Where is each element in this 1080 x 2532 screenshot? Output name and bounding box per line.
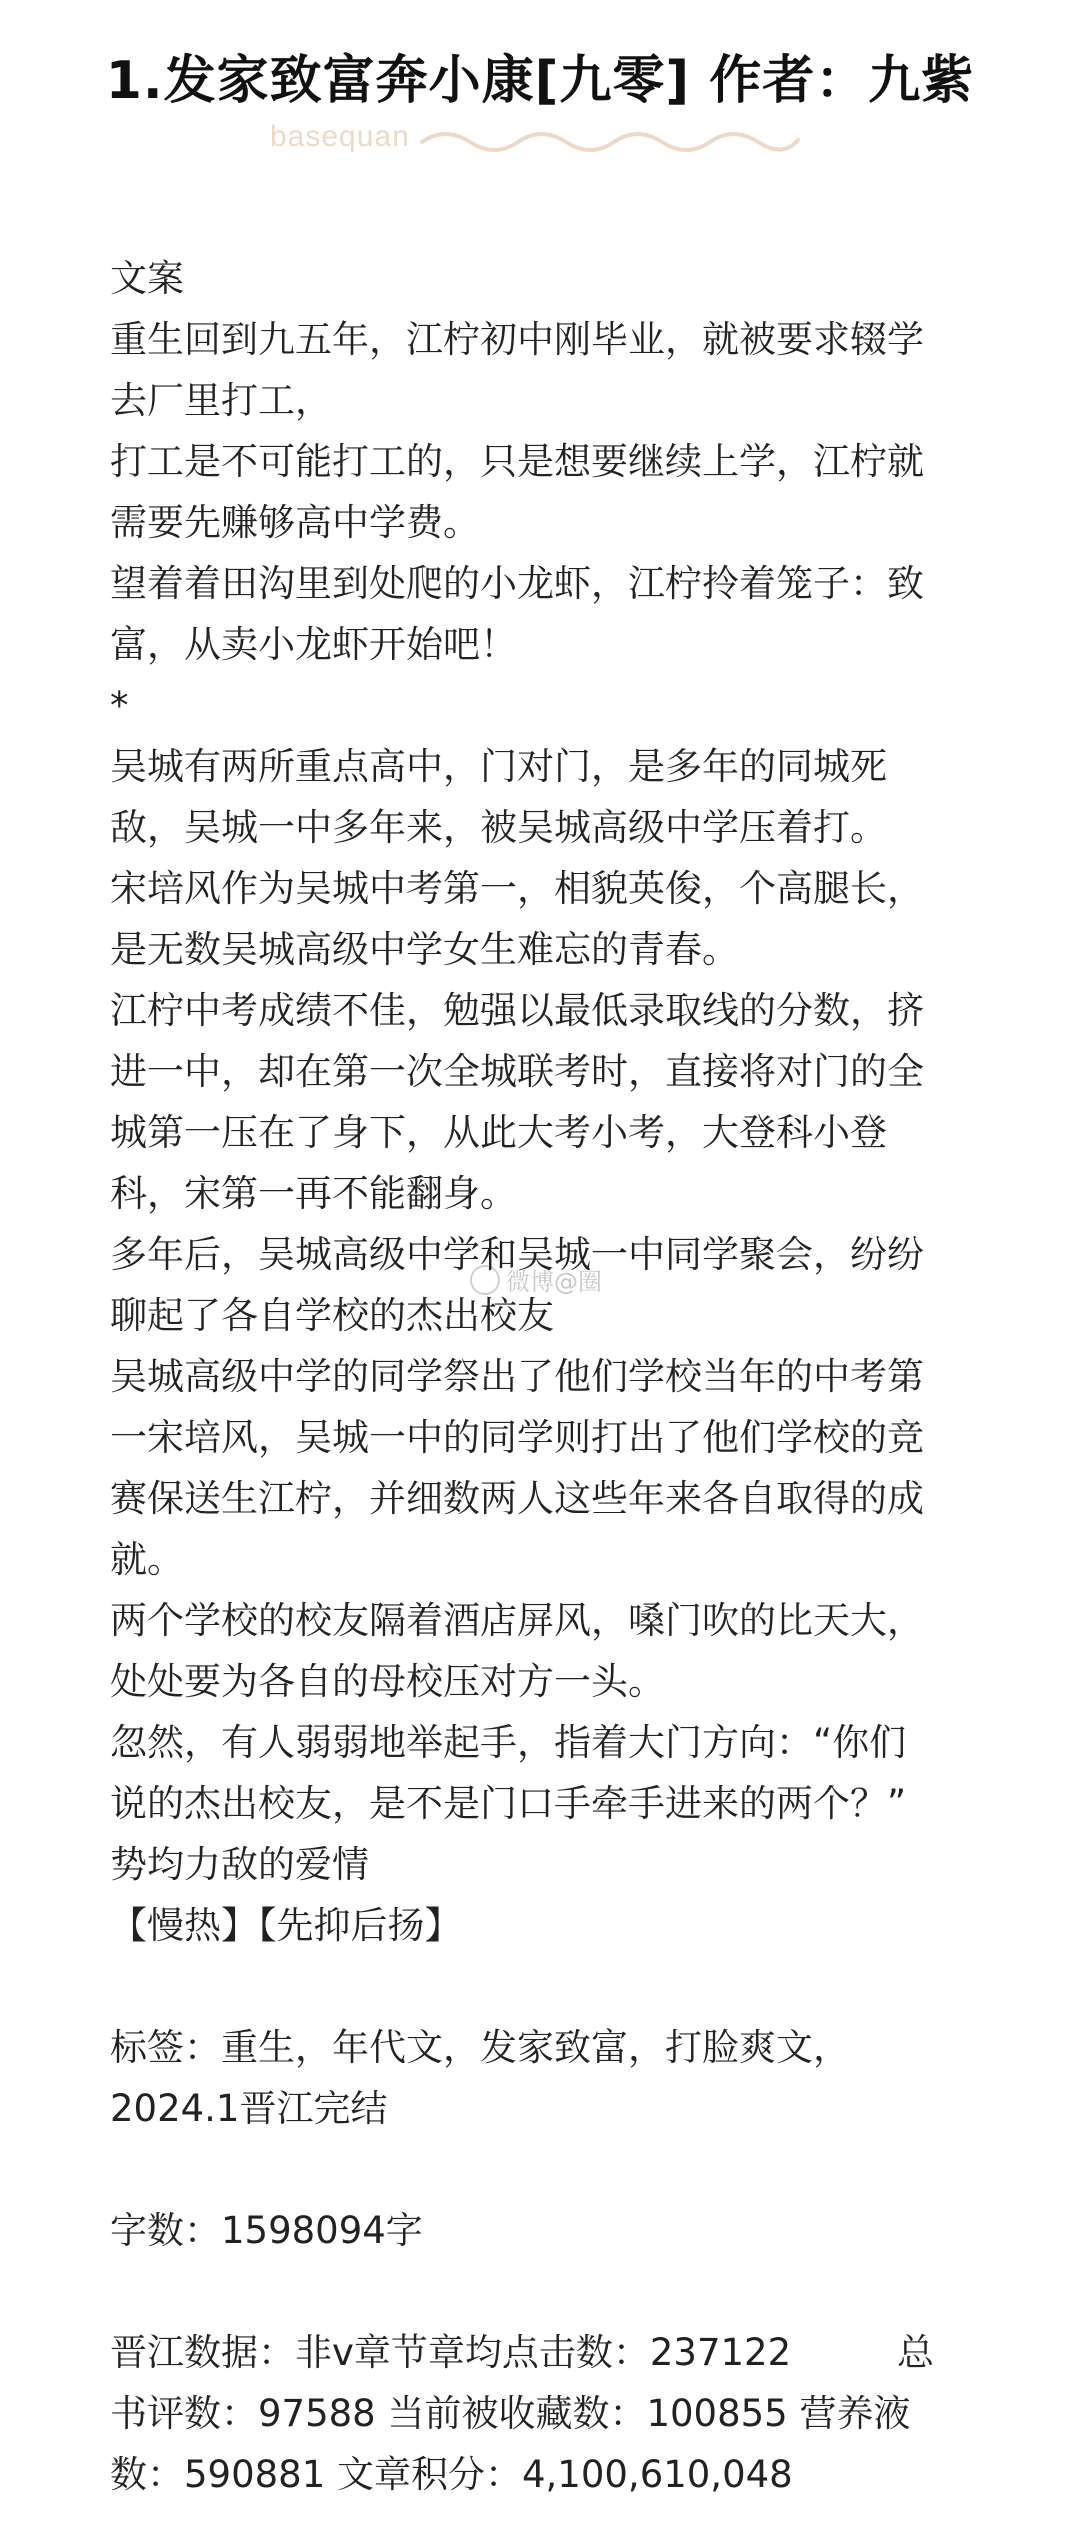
text-line: 去厂里打工，: [110, 379, 332, 422]
text-line: 说的杰出校友，是不是门口手牵手进来的两个？”: [110, 1782, 907, 1825]
text-line: 是无数吴城高级中学女生难忘的青春。: [110, 928, 739, 971]
text-line: 城第一压在了身下，从此大考小考，大登科小登: [110, 1111, 887, 1154]
stats-line: 数：590881 文章积分：4,100,610,048: [110, 2453, 793, 2496]
text-line: 忽然，有人弱弱地举起手，指着大门方向：“你们: [110, 1721, 907, 1764]
text-line: 赛保送生江柠，并细数两人这些年来各自取得的成: [110, 1477, 924, 1520]
text-line: 富，从卖小龙虾开始吧！: [110, 623, 517, 666]
text-line: 就。: [110, 1538, 184, 1581]
separator-asterisk: *: [110, 684, 129, 727]
decoration-watermark-text: basequan: [270, 120, 410, 153]
text-line: 势均力敌的爱情: [110, 1843, 369, 1886]
text-line: 宋培风作为吴城中考第一，相貌英俊，个高腿长，: [110, 867, 924, 910]
watermark-text: 微博@圈: [506, 1268, 602, 1296]
text-line: 吴城有两所重点高中，门对门，是多年的同城死: [110, 745, 887, 788]
tags-line: 2024.1晋江完结: [110, 2087, 388, 2130]
text-line: 进一中，却在第一次全城联考时，直接将对门的全: [110, 1050, 924, 1093]
text-line: 一宋培风，吴城一中的同学则打出了他们学校的竞: [110, 1416, 924, 1459]
text-line: 敌，吴城一中多年来，被吴城高级中学压着打。: [110, 806, 887, 849]
word-count: 字数：1598094字: [110, 2209, 423, 2252]
wave-divider-icon: [420, 122, 800, 162]
stats-line: 书评数：97588 当前被收藏数：100855 营养液: [110, 2392, 911, 2435]
text-line: 处处要为各自的母校压对方一头。: [110, 1660, 665, 1703]
text-line: 多年后，吴城高级中学和吴城一中同学聚会，纷纷: [110, 1233, 924, 1276]
title-decoration: [270, 118, 810, 168]
text-line: 需要先赚够高中学费。: [110, 501, 480, 544]
text-line: 聊起了各自学校的杰出校友: [110, 1294, 554, 1337]
article-body: [110, 248, 990, 2505]
text-line: 重生回到九五年，江柠初中刚毕业，就被要求辍学: [110, 318, 924, 361]
spacer: [110, 1956, 990, 2017]
stats-line: 晋江数据：非v章节章均点击数：237122 总: [110, 2331, 934, 2374]
text-line: 打工是不可能打工的，只是想要继续上学，江柠就: [110, 440, 924, 483]
text-line: 望着着田沟里到处爬的小龙虾，江柠拎着笼子：致: [110, 562, 924, 605]
tags-line: 标签：重生，年代文，发家致富，打脸爽文，: [110, 2026, 850, 2069]
section-label: 文案: [110, 257, 184, 300]
text-line: 吴城高级中学的同学祭出了他们学校当年的中考第: [110, 1355, 924, 1398]
text-line: 科，宋第一再不能翻身。: [110, 1172, 517, 1215]
spacer: [110, 2139, 990, 2200]
text-line: 【慢热】【先抑后扬】: [110, 1904, 462, 1947]
text-line: 江柠中考成绩不佳，勉强以最低录取线的分数，挤: [110, 989, 924, 1032]
text-line: 两个学校的校友隔着酒店屏风，嗓门吹的比天大，: [110, 1599, 924, 1642]
page-title: 1.发家致富奔小康[九零] 作者：九紫: [105, 51, 975, 111]
spacer: [110, 2261, 990, 2322]
